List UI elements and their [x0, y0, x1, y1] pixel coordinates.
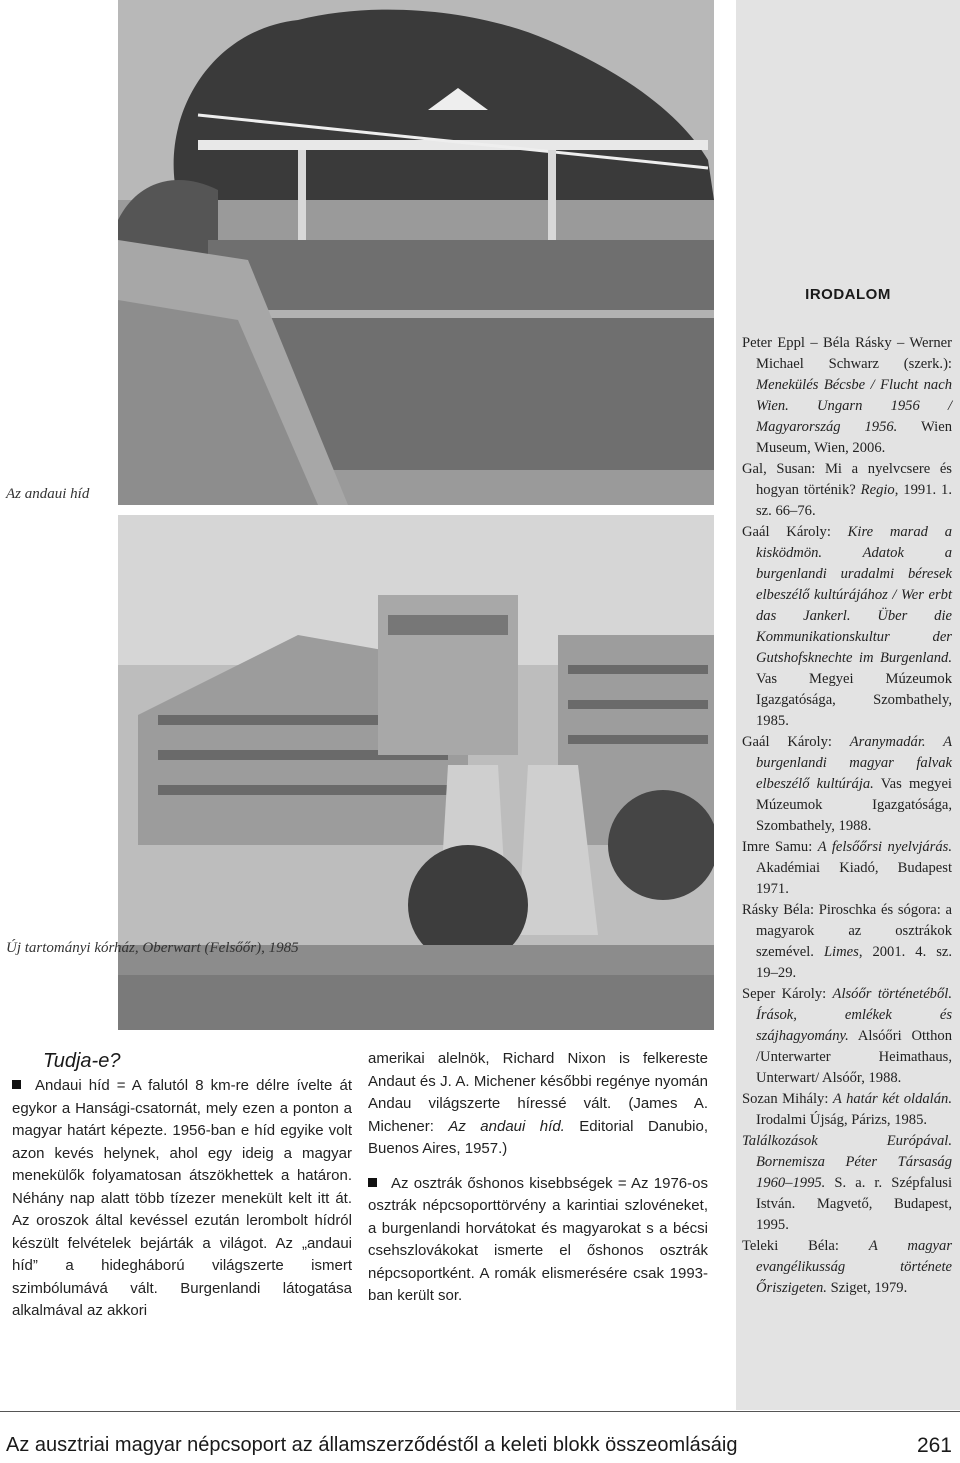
- reference-list: [742, 333, 952, 1299]
- running-footer-title: Az ausztriai magyar népcsoport az államszerződéstől a keleti blokk összeomlásáig: [6, 1434, 738, 1456]
- bridge-caption: Az andaui híd: [6, 486, 90, 502]
- reference-part: Irodalmi Újság, Párizs, 1985.: [756, 1112, 928, 1128]
- tudja-right-column: [368, 1048, 708, 1320]
- reference-part: A határ két oldalán.: [832, 1091, 952, 1107]
- reference-part: Találkozások Európával. Bornemisza Péter Társaság 1960–1995.: [742, 1133, 952, 1191]
- bridge-photo: [118, 0, 714, 505]
- reference-item: [742, 984, 952, 1089]
- reference-part: Regio: [860, 482, 895, 498]
- reference-part: Peter Eppl – Béla Rásky – Werner Michael Schwarz (szerk.):: [742, 335, 952, 372]
- reference-part: Gal, Susan: Mi a nyelvcsere és hogyan történik?: [742, 461, 952, 498]
- nixon-text: amerikai alelnök, Richard Nixon is felkereste Andaut és J. A. Michener későbbi regénye nyomán Andau világszerte híressé vált. (James A. Michener:: [368, 1050, 708, 1135]
- reference-item: [742, 900, 952, 984]
- reference-part: Vas Megyei Múzeumok Igazgatósága, Szombathely, 1985.: [756, 671, 952, 729]
- reference-part: Gaál Károly:: [742, 734, 850, 750]
- reference-part: A felsőőrsi nyelvjárás.: [817, 839, 952, 855]
- reference-part: Seper Károly:: [742, 986, 833, 1002]
- square-bullet-icon: [368, 1178, 377, 1187]
- footer-rule: [0, 1411, 960, 1412]
- andau-bridge-paragraph: [12, 1075, 352, 1323]
- reference-part: Menekülés Bécsbe / Flucht nach Wien. Ungarn 1956 / Magyarország 1956.: [756, 377, 952, 435]
- publisher-text: Editorial Danubio, Buenos Aires, 1957.): [368, 1117, 708, 1157]
- literature-title: IRODALOM: [805, 286, 891, 303]
- reference-part: Kire marad a kisködmön. Adatok a burgenlandi uradalmi béresek elbeszélő kultúrájához / Wer erbt das Jankerl. Über die Kommunikationskultur der Gutshofsknechte im Burgenland.: [756, 524, 952, 666]
- nixon-paragraph: [368, 1048, 708, 1161]
- reference-part: , 2001. 4. sz. 19–29.: [756, 944, 953, 981]
- reference-part: Imre Samu:: [742, 839, 818, 855]
- page-number: 261: [916, 1434, 952, 1457]
- reference-item: [742, 1131, 952, 1236]
- book-title: Az andaui híd.: [448, 1117, 565, 1135]
- reference-part: Aranymadár. A burgenlandi magyar falvak elbeszélő kultúrája.: [756, 734, 952, 792]
- reference-item: [742, 333, 952, 459]
- reference-part: Vas megyei Múzeumok Igazgatósága, Szombathely, 1988.: [756, 776, 952, 834]
- reference-item: [742, 732, 952, 837]
- square-bullet-icon: [12, 1080, 21, 1089]
- reference-part: Gaál Károly:: [742, 524, 848, 540]
- reference-item: [742, 837, 952, 900]
- hospital-caption: Új tartományi kórház, Oberwart (Felsőőr), 1985: [6, 940, 299, 956]
- reference-item: [742, 1236, 952, 1299]
- reference-part: Alsóőr történetéből. Írások, emlékek és szájhagyomány.: [756, 986, 952, 1044]
- reference-item: [742, 1089, 952, 1131]
- tudja-title: Tudja-e?: [43, 1050, 121, 1072]
- reference-part: Wien Museum, Wien, 2006.: [756, 419, 953, 456]
- andau-bridge-text: Andaui híd = A falutól 8 km-re délre ívelte át egykor a Hansági-csatornát, mely ezen a ponton a magyar határt képezte. 1956-ban e híd egyike volt azon kevés helynek, ahol egy ideig a magyar menekülők folyamatosan átszökhettek a határon. Néhány nap alatt több tízezer menekült kelt itt át. Az oroszok által kevéssel ezután lerombolt hídról készült felvételek bejárták a világot. Az „andaui híd” a hidegháború világszerte ismert szimbólumává vált. Burgenlandi látogatása alkalmával az akkori: [12, 1077, 352, 1319]
- minorities-paragraph: [368, 1173, 708, 1308]
- reference-item: [742, 522, 952, 732]
- reference-part: S. a. r. Szépfalusi István. Magvető, Budapest, 1995.: [756, 1175, 952, 1233]
- reference-part: A magyar evangélikusság története Őriszigeten.: [756, 1238, 952, 1296]
- reference-part: Sozan Mihály:: [742, 1091, 833, 1107]
- reference-part: Akadémiai Kiadó, Budapest 1971.: [756, 860, 952, 897]
- reference-part: Alsóőri Otthon /Unterwarter Heimathaus, Unterwart/ Alsóőr, 1988.: [756, 1028, 952, 1086]
- reference-part: Sziget, 1979.: [826, 1280, 908, 1296]
- reference-part: Teleki Béla:: [742, 1238, 869, 1254]
- literature-sidebar: [736, 0, 960, 1410]
- reference-item: [742, 459, 952, 522]
- reference-part: Limes: [823, 944, 859, 960]
- tudja-left-column: [12, 1075, 352, 1335]
- reference-part: , 1991. 1. sz. 66–76.: [756, 482, 952, 519]
- minorities-text: Az osztrák őshonos kisebbségek = Az 1976-os osztrák népcsoporttörvény a karintiai szlovéneket, a burgenlandi horvátokat és magyarokat s a bécsi csehszlovákokat ismerte el őshonos osztrák népcsoportként. A romák elismerésére csak 1993-ban került sor.: [368, 1174, 708, 1304]
- reference-part: Rásky Béla: Piroschka és sógora: a magyarok az osztrákok szemével.: [742, 902, 952, 960]
